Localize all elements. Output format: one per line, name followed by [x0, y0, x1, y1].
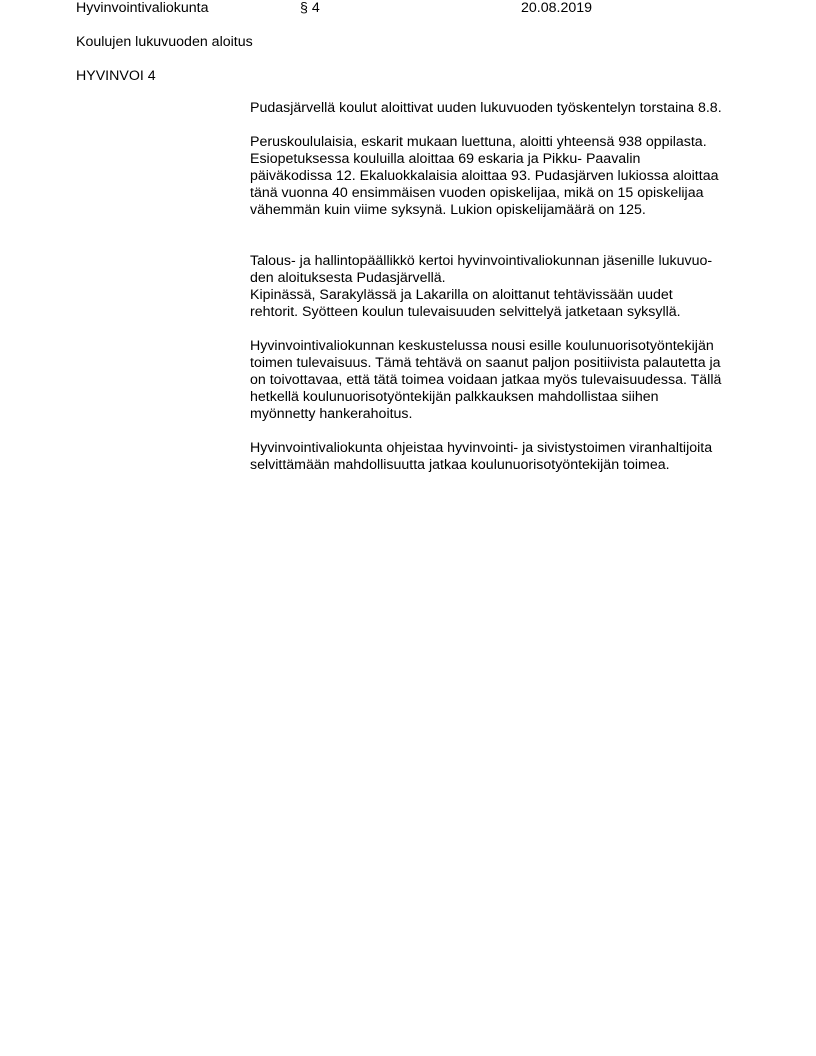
- paragraph-line: tänä vuonna 40 ensimmäisen vuoden opiskelijaa, mikä on 15 opiskelijaa: [250, 185, 704, 201]
- paragraph-line: rehtorit. Syötteen koulun tulevaisuuden selvittelyä jatketaan syksyllä.: [250, 304, 681, 320]
- paragraph-line: Talous- ja hallintopäällikkö kertoi hyvinvointivaliokunnan jäsenille lukuvuo-: [250, 253, 713, 269]
- paragraph-line: selvittämään mahdollisuutta jatkaa koulunuorisotyöntekijän toimea.: [250, 457, 670, 473]
- paragraph-line: Peruskoululaisia, eskarit mukaan luettuna, aloitti yhteensä 938 oppilasta.: [250, 134, 707, 150]
- header-organization: Hyvinvointivaliokunta: [76, 0, 209, 16]
- paragraph-line: hetkellä koulunuorisotyöntekijän palkkauksen mahdollistaa siihen: [250, 389, 659, 405]
- paragraph-line: myönnetty hankerahoitus.: [250, 406, 413, 422]
- paragraph-line: den aloituksesta Pudasjärvellä.: [250, 270, 446, 286]
- document-title: Koulujen lukuvuoden aloitus: [76, 34, 253, 50]
- paragraph-line: Kipinässä, Sarakylässä ja Lakarilla on aloittanut tehtävissään uudet: [250, 287, 673, 303]
- paragraph-3: [250, 253, 750, 321]
- paragraph-line: on toivottavaa, että tätä toimea voidaan jatkaa myös tulevaisuudessa. Tällä: [250, 372, 722, 388]
- paragraph-line: Hyvinvointivaliokunta ohjeistaa hyvinvointi- ja sivistystoimen viranhaltijoita: [250, 440, 713, 456]
- header-date: 20.08.2019: [521, 0, 593, 16]
- paragraph-line: Esiopetuksessa kouluilla aloittaa 69 eskaria ja Pikku- Paavalin: [250, 151, 641, 167]
- paragraph-4: [250, 338, 750, 423]
- paragraph-line: toimen tulevaisuus. Tämä tehtävä on saanut paljon positiivista palautetta ja: [250, 355, 721, 371]
- paragraph-5: [250, 440, 750, 474]
- document-body: [250, 100, 750, 474]
- paragraph-2: [250, 134, 750, 219]
- paragraph-line: Hyvinvointivaliokunnan keskustelussa nousi esille koulunuorisotyöntekijän: [250, 338, 714, 354]
- paragraph-line: päiväkodissa 12. Ekaluokkalaisia aloittaa 93. Pudasjärven lukiossa aloittaa: [250, 168, 719, 184]
- paragraph-line: Pudasjärvellä koulut aloittivat uuden lukuvuoden työskentelyn torstaina 8.8.: [250, 100, 722, 116]
- document-code: HYVINVOI 4: [76, 68, 156, 84]
- header-section-number: § 4: [300, 0, 320, 16]
- paragraph-1: [250, 100, 750, 117]
- paragraph-line: vähemmän kuin viime syksynä. Lukion opiskelijamäärä on 125.: [250, 202, 646, 218]
